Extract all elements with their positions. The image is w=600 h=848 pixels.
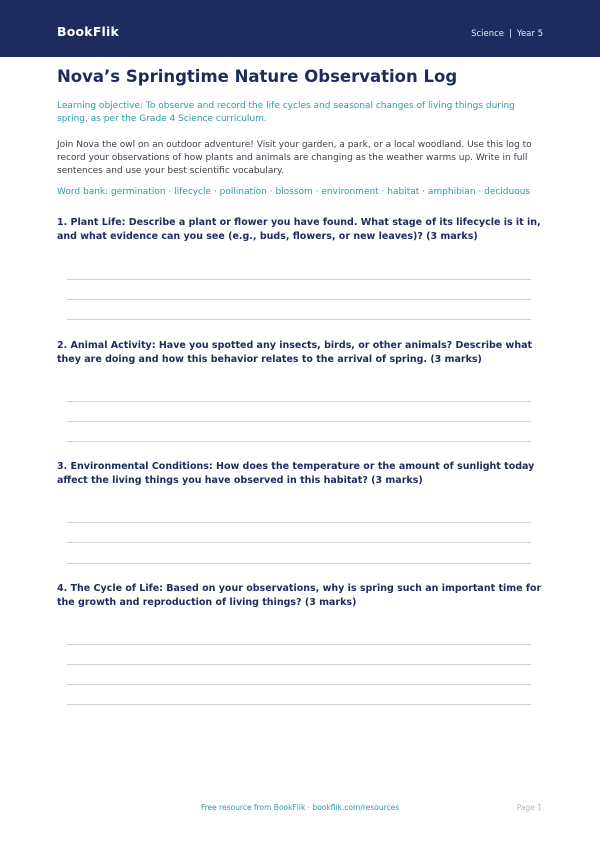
footer-credit: Free resource from BookFlik · bookflik.com/resources: [200, 803, 400, 812]
year-level: Year 5: [516, 29, 543, 39]
word-bank: Word bank: germination · lifecycle · pollination · blossom · environment · habitat · amphibian · deciduous: [57, 187, 531, 197]
answer-line[interactable]: [67, 522, 531, 523]
subject-name: Science: [471, 29, 505, 39]
header-bar: [0, 0, 600, 57]
answer-line[interactable]: [67, 542, 531, 543]
brand-logo: BookFlik: [57, 24, 120, 39]
answer-line[interactable]: [67, 299, 531, 300]
answer-line[interactable]: [67, 279, 531, 280]
intro-text: Join Nova the owl on an outdoor adventure! Visit your garden, a park, or a local woodland. Use this log to record your observations of how plants and animals are changing as the weather warms up. Write in full sentences and use your best scientific vocabulary.: [57, 140, 532, 176]
page-number: Page 1: [516, 803, 542, 812]
answer-line[interactable]: [67, 563, 531, 564]
separator: |: [509, 29, 512, 39]
question-3: 3. Environmental Conditions: How does the temperature or the amount of sunlight today affect the living things you have observed in this habitat? (3 marks): [57, 461, 535, 486]
answer-line[interactable]: [67, 441, 531, 442]
answer-line[interactable]: [67, 319, 531, 320]
answer-line[interactable]: [67, 644, 531, 645]
subject-label: [471, 29, 543, 39]
answer-line[interactable]: [67, 684, 531, 685]
learning-objective: Learning objective: To observe and record the life cycles and seasonal changes of living things during spring, as per the Grade 4 Science curriculum.: [57, 101, 515, 124]
answer-line[interactable]: [67, 664, 531, 665]
answer-line[interactable]: [67, 401, 531, 402]
question-2: 2. Animal Activity: Have you spotted any insects, birds, or other animals? Describe what they are doing and how this behavior relates to the arrival of spring. (3 marks): [57, 340, 533, 365]
question-1: 1. Plant Life: Describe a plant or flower you have found. What stage of its lifecycle is it in, and what evidence can you see (e.g., buds, flowers, or new leaves)? (3 marks): [57, 217, 541, 242]
answer-line[interactable]: [67, 421, 531, 422]
page-title: Nova’s Springtime Nature Observation Log: [57, 67, 458, 86]
answer-line[interactable]: [67, 704, 531, 705]
question-4: 4. The Cycle of Life: Based on your observations, why is spring such an important time for the growth and reproduction of living things? (3 marks): [57, 583, 542, 608]
